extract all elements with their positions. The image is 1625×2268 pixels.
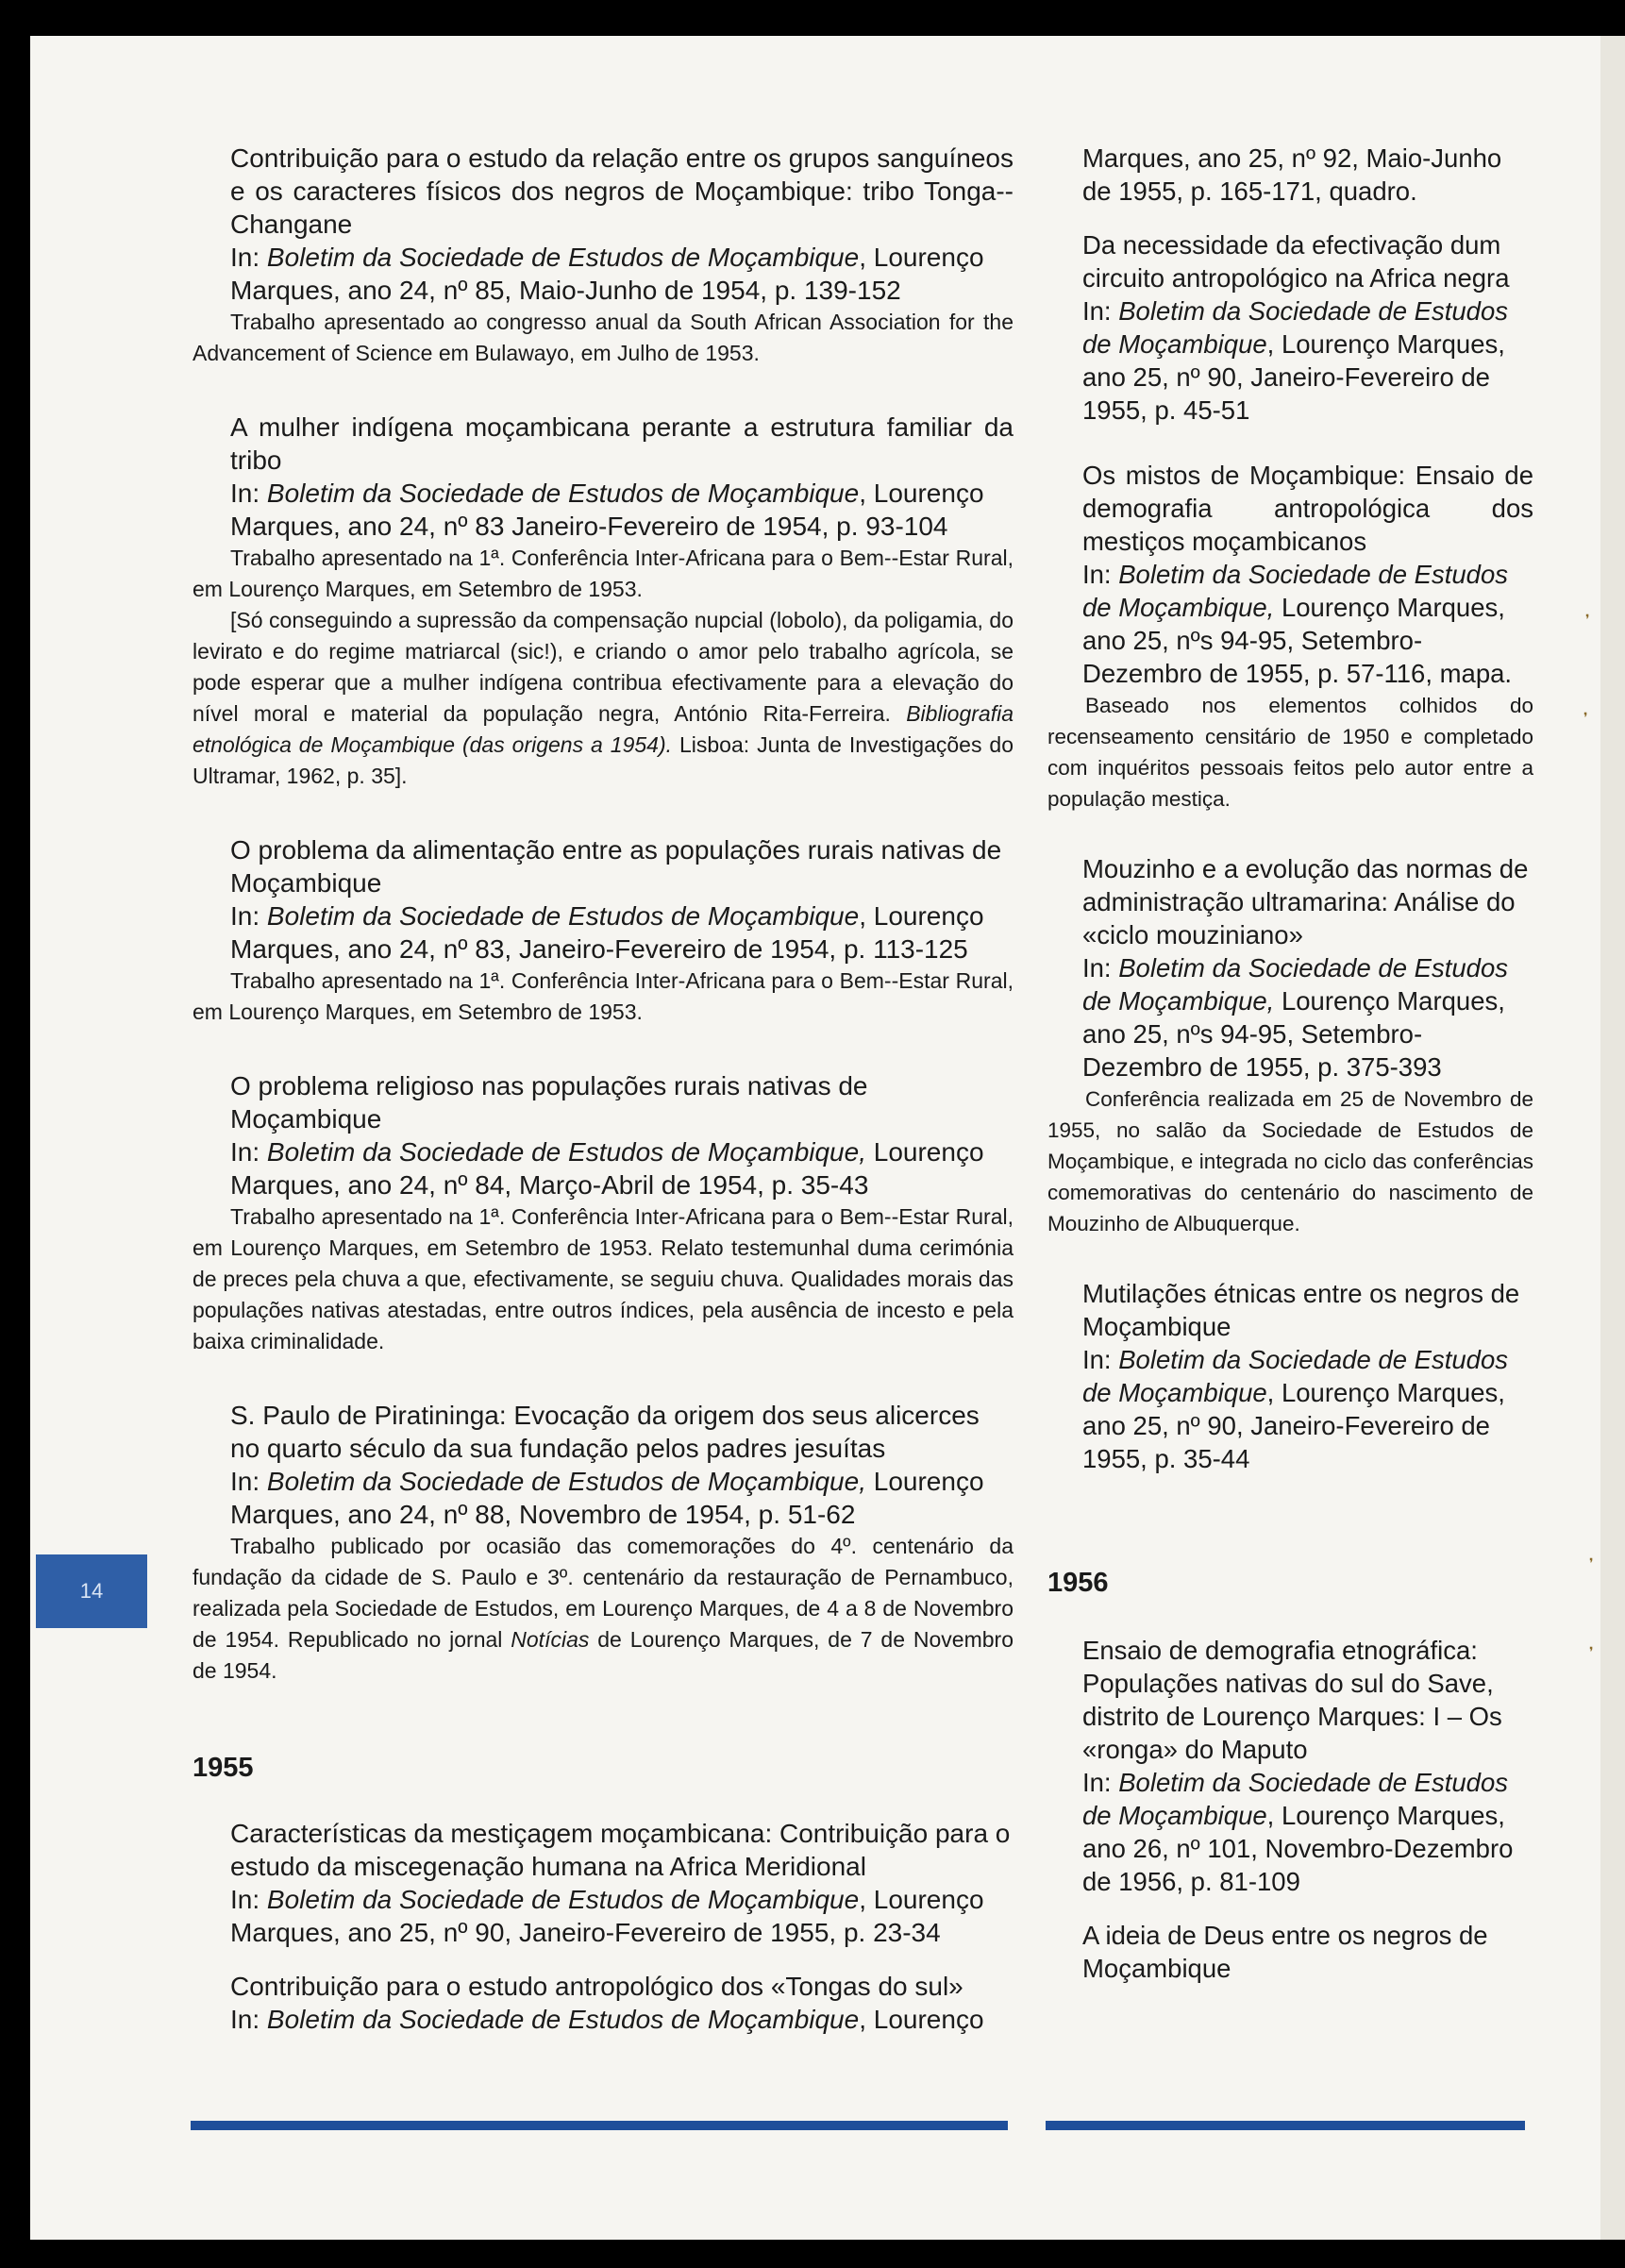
entry-title: Mouzinho e a evolução das normas de administração ultramarina: Análise do «ciclo mouziniano»: [1082, 854, 1529, 949]
entry-citation: In: Boletim da Sociedade de Estudos de Moçambique, Lourenço Marques, ano 24, nº 85, Maio-Junho de 1954, p. 139-152: [230, 243, 984, 305]
bibliography-entry: [193, 1970, 1014, 2036]
entry-citation: In: Boletim da Sociedade de Estudos de Moçambique, Lourenço: [230, 2005, 984, 2034]
bibliography-entry: [193, 1069, 1014, 1357]
scan-mark: ❜: [1585, 612, 1590, 627]
journal-title: Boletim da Sociedade de Estudos de Moçambique: [1082, 1345, 1508, 1407]
entry-note: Trabalho apresentado na 1ª. Conferência Inter-Africana para o Bem--Estar Rural, em Lourenço Marques, em Setembro de 1953.: [193, 968, 1014, 1024]
scan-mark: ❜: [1583, 710, 1588, 725]
entry-citation: In: Boletim da Sociedade de Estudos de Moçambique, Lourenço Marques, ano 25, nº 90, Janeiro-Fevereiro de 1955, p. 35-44: [1082, 1345, 1508, 1473]
entry-citation: In: Boletim da Sociedade de Estudos de Moçambique, Lourenço Marques, ano 25, nºs 94-95, Setembro-Dezembro de 1955, p. 57-116, mapa.: [1082, 560, 1513, 688]
entry-title: S. Paulo de Piratininga: Evocação da origem dos seus alicerces no quarto século da sua fundação pelos padres jesuítas: [230, 1401, 980, 1463]
adjacent-page-edge: [1600, 36, 1625, 2240]
journal-title: Boletim da Sociedade de Estudos de Moçambique: [266, 2005, 860, 2034]
bibliography-entry: [1047, 228, 1533, 427]
journal-title: Boletim da Sociedade de Estudos de Moçambique: [266, 901, 860, 931]
right-column: [1047, 142, 1533, 1985]
entry-title: O problema religioso nas populações rurais nativas de Moçambique: [230, 1071, 868, 1134]
left-column: [193, 142, 1014, 2036]
entry-note: Baseado nos elementos colhidos do recenseamento censitário de 1950 e completado com inquéritos pessoais feitos pelo autor entre a população mestiça.: [1047, 694, 1533, 811]
entry-citation: In: Boletim da Sociedade de Estudos de Moçambique, Lourenço Marques, ano 25, nº 90, Janeiro-Fevereiro de 1955, p. 23-34: [230, 1885, 984, 1947]
entry-citation: In: Boletim da Sociedade de Estudos de Moçambique, Lourenço Marques, ano 26, nº 101, Novembro-Dezembro de 1956, p. 81-109: [1082, 1768, 1514, 1896]
year-heading-1956: 1956: [1047, 1568, 1109, 1598]
cited-work-title: Bibliografia etnológica de Moçambique (das origens a 1954).: [193, 701, 1014, 757]
entry-note: Trabalho apresentado na 1ª. Conferência Inter-Africana para o Bem--Estar Rural, em Lourenço Marques, em Setembro de 1953. Relato testemunhal duma cerimónia de preces pela chuva a que, efectivamente, se seguiu chuva. Qualidades morais das populações nativas atestadas, entre outros índices, pela ausência de incesto e pela baixa criminalidade.: [193, 1204, 1014, 1353]
entry-citation: In: Boletim da Sociedade de Estudos de Moçambique, Lourenço Marques, ano 25, nº 90, Janeiro-Fevereiro de 1955, p. 45-51: [1082, 296, 1508, 425]
bibliography-entry: [193, 411, 1014, 792]
journal-title: Boletim da Sociedade de Estudos de Moçambique,: [266, 1137, 866, 1167]
entry-citation: In: Boletim da Sociedade de Estudos de Moçambique, Lourenço Marques, ano 25, nºs 94-95, Setembro-Dezembro de 1955, p. 375-393: [1082, 953, 1508, 1082]
journal-title: Boletim da Sociedade de Estudos de Moçambique,: [1082, 560, 1508, 622]
journal-title: Boletim da Sociedade de Estudos de Moçambique: [266, 1885, 860, 1914]
entry-title: Os mistos de Moçambique: Ensaio de demografia antropológica dos mestiços moçambicanos: [1082, 461, 1533, 556]
entry-citation-continued: Marques, ano 25, nº 92, Maio-Junho de 1955, p. 165-171, quadro.: [1082, 143, 1502, 206]
bibliography-entry: [1047, 1634, 1533, 1898]
entry-title: Da necessidade da efectivação dum circuito antropológico na Africa negra: [1082, 230, 1510, 293]
entry-note-quote: [Só conseguindo a supressão da compensação nupcial (lobolo), da poligamia, do levirato e do regime matriarcal (sic!), e criando o amor pelo trabalho agrícola, se pode esperar que a mulher indígena contribua efectivamente para a elevação do nível moral e material da população negra, António Rita-Ferreira. Bibliografia etnológica de Moçambique (das origens a 1954). Lisboa: Junta de Investigações do Ultramar, 1962, p. 35].: [193, 608, 1014, 788]
entry-note: Conferência realizada em 25 de Novembro de 1955, no salão da Sociedade de Estudos de Moçambique, e integrada no ciclo das conferências comemorativas do centenário do nascimento de Mouzinho de Albuquerque.: [1047, 1087, 1533, 1235]
entry-note: Trabalho apresentado ao congresso anual da South African Association for the Advancement of Science em Bulawayo, em Julho de 1953.: [193, 310, 1014, 365]
entry-title: Características da mestiçagem moçambicana: Contribuição para o estudo da miscegenação humana na Africa Meridional: [230, 1819, 1011, 1881]
scan-mark: ❜: [1589, 1644, 1594, 1659]
year-heading-1955: 1955: [193, 1753, 254, 1783]
bibliography-entry: [193, 1817, 1014, 1949]
bibliography-entry: [1047, 1919, 1533, 1985]
footer-rule-left: [191, 2121, 1008, 2130]
newspaper-title: Notícias: [511, 1627, 590, 1652]
journal-title: Boletim da Sociedade de Estudos de Moçambique: [1082, 1768, 1508, 1830]
bibliography-entry: [1047, 459, 1533, 815]
footer-rule-right: [1046, 2121, 1525, 2130]
journal-title: Boletim da Sociedade de Estudos de Moçambique: [266, 243, 860, 272]
bibliography-entry: [193, 1399, 1014, 1687]
entry-title: Contribuição para o estudo da relação entre os grupos sanguíneos e os caracteres físicos dos negros de Moçambique: tribo Tonga--Changane: [230, 143, 1014, 239]
entry-note: Trabalho publicado por ocasião das comemorações do 4º. centenário da fundação da cidade de S. Paulo e 3º. centenário da restauração de Pernambuco, realizada pela Sociedade de Estudos, em Lourenço Marques, de 4 a 8 de Novembro de 1954. Republicado no jornal Notícias de Lourenço Marques, de 7 de Novembro de 1954.: [193, 1534, 1014, 1683]
entry-title: A ideia de Deus entre os negros de Moçambique: [1082, 1921, 1488, 1983]
entry-note: Trabalho apresentado na 1ª. Conferência Inter-Africana para o Bem--Estar Rural, em Lourenço Marques, em Setembro de 1953.: [193, 546, 1014, 601]
bibliography-entry: [193, 142, 1014, 369]
entry-title: Ensaio de demografia etnográfica: Populações nativas do sul do Save, distrito de Lourenço Marques: I – Os «ronga» do Maputo: [1082, 1636, 1502, 1764]
bibliography-entry: [1047, 852, 1533, 1239]
bibliography-entry: [1047, 1277, 1533, 1475]
entry-citation: In: Boletim da Sociedade de Estudos de Moçambique, Lourenço Marques, ano 24, nº 88, Novembro de 1954, p. 51-62: [230, 1467, 984, 1529]
entry-title: Contribuição para o estudo antropológico dos «Tongas do sul»: [230, 1972, 963, 2001]
entry-title: O problema da alimentação entre as populações rurais nativas de Moçambique: [230, 835, 1002, 898]
entry-title: Mutilações étnicas entre os negros de Moçambique: [1082, 1279, 1520, 1341]
bibliography-entry-continued: [1047, 142, 1533, 208]
entry-citation: In: Boletim da Sociedade de Estudos de Moçambique, Lourenço Marques, ano 24, nº 83 Janeiro-Fevereiro de 1954, p. 93-104: [230, 479, 984, 541]
entry-citation: In: Boletim da Sociedade de Estudos de Moçambique, Lourenço Marques, ano 24, nº 84, Março-Abril de 1954, p. 35-43: [230, 1137, 984, 1200]
bibliography-entry: [193, 833, 1014, 1028]
journal-title: Boletim da Sociedade de Estudos de Moçambique,: [266, 1467, 866, 1496]
journal-title: Boletim da Sociedade de Estudos de Moçambique: [1082, 296, 1508, 359]
entry-citation: In: Boletim da Sociedade de Estudos de Moçambique, Lourenço Marques, ano 24, nº 83, Janeiro-Fevereiro de 1954, p. 113-125: [230, 901, 984, 964]
journal-title: Boletim da Sociedade de Estudos de Moçambique: [266, 479, 860, 508]
page-number-tab: [36, 1554, 147, 1628]
journal-title: Boletim da Sociedade de Estudos de Moçambique,: [1082, 953, 1508, 1016]
page-number: 14: [79, 1579, 104, 1603]
scan-mark: ❜: [1589, 1555, 1594, 1571]
entry-title: A mulher indígena moçambicana perante a estrutura familiar da tribo: [230, 412, 1014, 475]
